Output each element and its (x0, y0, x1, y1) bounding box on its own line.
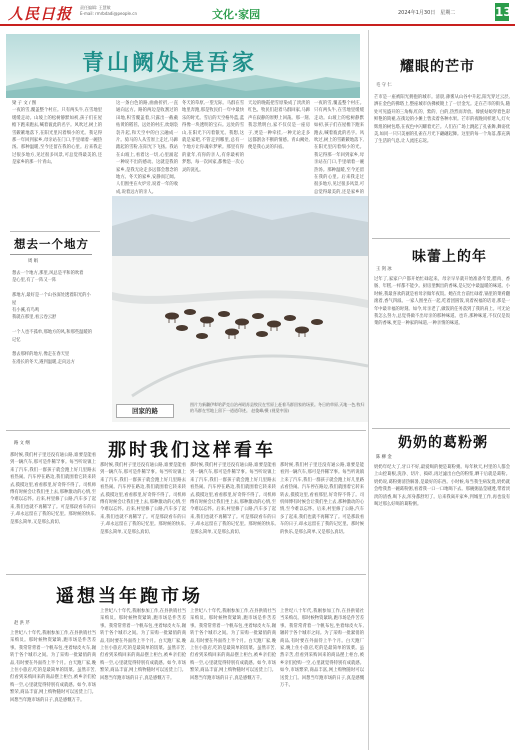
article5-col1: 那时候,我们村子里还没有通公路,谁要是能看到一辆汽车,那可是件稀罕事。每当听说镇上来了汽车,我们一群孩子就会跑上好几里路去看热闹。汽车停在路边,我们就围着它转来转去,摸摸这里,看看那里,好奇得不得了。司机师傅有时候会让我们坐上去,那种激动的心情,至今难以忘怀。后来,村里修了公路,汽车多了起来,我们也就不再稀罕了。可是那段看车的日子,却永远留在了我的记忆里。那时候的快乐,是那么简单,又是那么真切。 (10, 453, 96, 525)
article6-author: 赵 洪 芹 (14, 621, 30, 626)
email-line: E-mail: rmrbdadi@people.cn (80, 11, 138, 16)
photo-description (190, 402, 366, 414)
poem-title: 想去一个地方 (14, 237, 89, 251)
article1-col1 (12, 100, 102, 230)
feature-title: 青山阙处是吾家 (82, 51, 258, 76)
article1-col3: 冬天的草原,一望无际。马群在雪地里奔跑,那是牧民们一年中最快乐的时光。雪后的天空格外蓝,蓝得像一块透明的宝石。远处的雪山,在阳光下闪着银光。我想,这就是家吧,不管走到哪里,总有一个地方让你魂牵梦萦。那里有你的童年,有你的亲人,有你最初的梦想。每一次回家,都像是一次心灵的洗礼。 (182, 101, 244, 173)
article4-title: 奶奶的葛粉粥 (398, 435, 488, 451)
poem-line: 一个人也不孤单,那地方的风,和那些温暖的记忆 (12, 330, 93, 343)
article2-title: 耀眼的芒市 (400, 59, 475, 75)
editor-line: 责任编辑: 王慧敏 (80, 5, 111, 10)
article2-body: 芒市是一座被阳光拥抱的城市。清晨,薄雾从山谷中升起,阳光穿过云层,洒在金色的佛塔上,整座城市仿佛被镀上了一层金光。走在芒市的街头,随处可见盛开的三角梅,红的、紫的、白的,热烈而奔放。傣族姑娘穿着色彩鲜艳的筒裙,在街边的小摊上售卖着各种水果。芒市的夜晚同样迷人,灯火辉煌的树包塔,在夜色中闪耀着光芒。人们在广场上跳起了孔雀舞,舞姿优美,如同一只只美丽的孔雀在月光下翩翩起舞。这里的每一个角落,都充满了生活的气息,让人流连忘返。 (374, 95, 510, 145)
section-name: 文化·家园 (212, 8, 261, 21)
article5-author: 路 文 纲 (14, 441, 30, 446)
article6-col3: 上世纪八十年代,我刚参加工作,在县供销社当采购员。那时候物资紧缺,跑市场是件苦差事。我常常背着一个帆布包,坐着绿皮火车,辗转于各个城市之间。为了采购一批紧俏的商品,有时要在外面待上半个月。白天跑厂家,晚上住小旅店,吃的是最简单的饭菜。虽然辛苦,但看到采购回来的商品摆上柜台,被乡亲们抢购一空,心里就觉得特别有成就感。如今,市场繁荣,商品丰富,网上购物随时可以送货上门。回想当年跑市场的日子,真是感慨万千。 (190, 609, 276, 681)
article5-col3: 那时候,我们村子里还没有通公路,谁要是能看到一辆汽车,那可是件稀罕事。每当听说镇上来了汽车,我们一群孩子就会跑上好几里路去看热闹。汽车停在路边,我们就围着它转来转去,摸摸这里,看看那里,好奇得不得了。司机师傅有时候会让我们坐上去,那种激动的心情,至今难以忘怀。后来,村里修了公路,汽车多了起来,我们也就不再稀罕了。可是那段看车的日子,却永远留在了我的记忆里。那时候的快乐,是那么简单,又是那么真切。 (190, 463, 276, 535)
divider (10, 231, 100, 232)
feature-banner (6, 34, 360, 98)
article6-col4: 上世纪八十年代,我刚参加工作,在县供销社当采购员。那时候物资紧缺,跑市场是件苦差事。我常常背着一个帆布包,坐着绿皮火车,辗转于各个城市之间。为了采购一批紧俏的商品,有时要在外面待上半个月。白天跑厂家,晚上住小旅店,吃的是最简单的饭菜。虽然辛苦,但看到采购回来的商品摆上柜台,被乡亲们抢购一空,心里就觉得特别有成就感。如今,市场繁荣,商品丰富,网上购物随时可以送货上门。回想当年跑市场的日子,真是感慨万千。 (280, 609, 364, 689)
photo-caption: 回家的路 (116, 404, 174, 418)
photo-description-text: 图片为新疆伊犁哈萨克自治州昭苏县牧民在雪原上赶着马群回家的场景。冬日的草原,天地一色,牧归的马群在雪地上留下一道道印迹。 (190, 402, 365, 413)
poem-body (12, 270, 94, 424)
poem-line: 想去一个地方,那里,风总是平和的吹着 (12, 271, 84, 276)
article1-author: 梁 子 文 / 图 (12, 101, 37, 106)
article1-col5: 一夜的雪,覆盖整个村庄。只有两头牛,在雪地里缓缓走动。山坡上的松树静默如初,孩子们在屋檐下跑来跑去,喊着彼此的名字。风吹过,树上的雪簌簌地落下,在阳光里闪着细小的光。我记得那一年回到家乡,母亲站在门口,手里端着一碗热汤。那种温暖,至今还留在我的心里。后来我走过很多地方,见过很多风景,可总觉得最美的,还是家乡的 (314, 101, 364, 195)
poem-line: 我就在那里,看云卷云舒 (12, 315, 57, 321)
column-divider (368, 30, 369, 750)
article5-col4: 那时候,我们村子里还没有通公路,谁要是能看到一辆汽车,那可是件稀罕事。每当听说镇上来了汽车,我们一群孩子就会跑上好几里路去看热闹。汽车停在路边,我们就围着它转来转去,摸摸这里,看看那里,好奇得不得了。司机师傅有时候会让我们坐上去,那种激动的心情,至今难以忘怀。后来,村里修了公路,汽车多了起来,我们也就不再稀罕了。可是那段看车的日子,却永远留在了我的记忆里。那时候的快乐,是那么简单,又是那么真切。 (280, 463, 364, 535)
article6-col1: 上世纪八十年代,我刚参加工作,在县供销社当采购员。那时候物资紧缺,跑市场是件苦差事。我常常背着一个帆布包,坐着绿皮火车,辗转于各个城市之间。为了采购一批紧俏的商品,有时要在外面待上半个月。白天跑厂家,晚上住小旅店,吃的是最简单的饭菜。虽然辛苦,但看到采购回来的商品摆上柜台,被乡亲们抢购一空,心里就觉得特别有成就感。如今,市场繁荣,商品丰富,网上购物随时可以送货上门。回想当年跑市场的日子,真是感慨万千。 (10, 631, 96, 703)
poem-line: 是心里,有了一阵又一阵 (12, 278, 57, 284)
page-number: 13 (495, 5, 512, 19)
issue-date: 2024年1月30日 星期二 (398, 10, 456, 16)
horse-snow-photo (112, 196, 368, 422)
poem-author: 周 娟 (28, 259, 38, 264)
article4-body: 奶奶年纪大了,牙口不好,最爱喝的便是葛粉粥。每年秋天,村里的人都会上山挖葛根,洗净、切片、捣碎,再过滤出白色的粉浆,晒干后就是葛粉。奶奶说,葛粉粥清热解暑,是最好的东西。小时候,每当我生病发烧,奶奶就会给我煮一碗葛粉粥,看着我一口一口地喝下去。那碗粥晶莹剔透,带着淡淡的清香,喝下去,浑身都舒坦了。后来我离开家乡,到城里工作,再也没有喝过那么好喝的葛粉粥。 (374, 465, 510, 508)
divider (372, 238, 510, 239)
article1-col4: 天边的晚霞把雪原染成了淡淡的红色。牧民们赶着马群回家,马蹄声在寂静的原野上回荡。那一刻,我忽然明白,家不仅仅是一座房子,更是一种牵挂,一种无论走多远都割舍不断的情感。青山阙处,便是我心灵的归宿。 (248, 101, 310, 151)
article3-title: 味蕾上的年 (412, 249, 487, 265)
photo-credit: 赵俊峰/摄 (视觉中国) (251, 408, 290, 413)
divider (6, 430, 366, 431)
editor-info (80, 5, 137, 17)
article3-author: 王 剑 冰 (376, 267, 392, 272)
divider (6, 574, 366, 575)
divider (10, 254, 92, 255)
article4-author: 陈 柳 金 (376, 455, 392, 460)
poem-line (12, 322, 94, 329)
article6-title: 遥想当年跑市场 (56, 586, 203, 607)
horses-in-snow-illustration (112, 196, 368, 422)
article1-col1-text: 一夜的雪,覆盖整个村庄。只有两头牛,在雪地里缓缓走动。山坡上的松树静默如初,孩子们在屋檐下跑来跑去,喊着彼此的名字。风吹过,树上的雪簌簌地落下,在阳光里闪着细小的光。我记得那一年回到家乡,母亲站在门口,手里端着一碗热汤。那种温暖,至今还留在我的心里。后来我走过很多地方,见过很多风景,可总觉得最美的,还是家乡的那一片青山。 (12, 108, 102, 166)
poem-line: 在漫长的冬天,遇到温暖,走向远方 (12, 359, 75, 365)
poem-line (12, 285, 94, 292)
article5-title: 那时我们这样看车 (108, 440, 276, 461)
article2-author: 毛 守 仁 (376, 83, 392, 88)
poem-line: 有小溪,有鸟鸣 (12, 308, 40, 314)
article6-col2: 上世纪八十年代,我刚参加工作,在县供销社当采购员。那时候物资紧缺,跑市场是件苦差事。我常常背着一个帆布包,坐着绿皮火车,辗转于各个城市之间。为了采购一批紧俏的商品,有时要在外面待上半个月。白天跑厂家,晚上住小旅店,吃的是最简单的饭菜。虽然辛苦,但看到采购回来的商品摆上柜台,被乡亲们抢购一空,心里就觉得特别有成就感。如今,市场繁荣,商品丰富,网上购物随时可以送货上门。回想当年跑市场的日子,真是感慨万千。 (100, 609, 186, 681)
newspaper-logo: 人民日报 (8, 5, 73, 23)
masthead (0, 0, 515, 26)
divider (372, 428, 510, 429)
article3-body: 过年了,家家户户都开始忙碌起来。母亲早早就开始准备年货,腊肉、香肠、年糕,一样都不能少。厨房里飘出的香味,是记忆中最温暖的味道。小时候,我最喜欢的就是看母亲做年夜饭。她在灶台前忙碌着,锅里的菜肴翻滚着,香气四溢。一家人围坐在一起,吃着团圆饭,说着祝福的话语,那是一年中最幸福的时刻。如今,母亲老了,做饭的任务落到了我的肩上。可无论我怎么努力,总觉得做不出母亲的那种味道。也许,那种味道,不仅仅是饭菜的香味,更是一种家的味道,一种亲情的味道。 (374, 277, 510, 327)
poem-line: 想去那样的地方,像走在春天里 (12, 352, 70, 358)
article1-col2: 这一条白色的路,曲曲折折,一直通向远方。路的两边是收割过的田地,积雪覆盖着,只露出一截截枯黄的稻茬。远处的村庄,炊烟袅袅升起,和天空中的白云融成一片。骑马的人从雪原上走过,马蹄踏起的雪粉,在阳光下飞扬。我站在山坡上,看着这一切,心里涌起一种说不出的感动。这就是我的家乡,是我无论走多远都会想念的地方。冬天的家乡,安静而辽阔。人们围坐在火炉旁,说着一年的收成,说着远方的亲人。 (116, 101, 178, 195)
article5-col2: 那时候,我们村子里还没有通公路,谁要是能看到一辆汽车,那可是件稀罕事。每当听说镇上来了汽车,我们一群孩子就会跑上好几里路去看热闹。汽车停在路边,我们就围着它转来转去,摸摸这里,看看那里,好奇得不得了。司机师傅有时候会让我们坐上去,那种激动的心情,至今难以忘怀。后来,村里修了公路,汽车多了起来,我们也就不再稀罕了。可是那段看车的日子,却永远留在了我的记忆里。那时候的快乐,是那么简单,又是那么真切。 (100, 463, 186, 535)
poem-line: 那地方,最好是一个山谷深处透着阳光的小屋 (12, 293, 91, 306)
poem-line (12, 344, 94, 351)
